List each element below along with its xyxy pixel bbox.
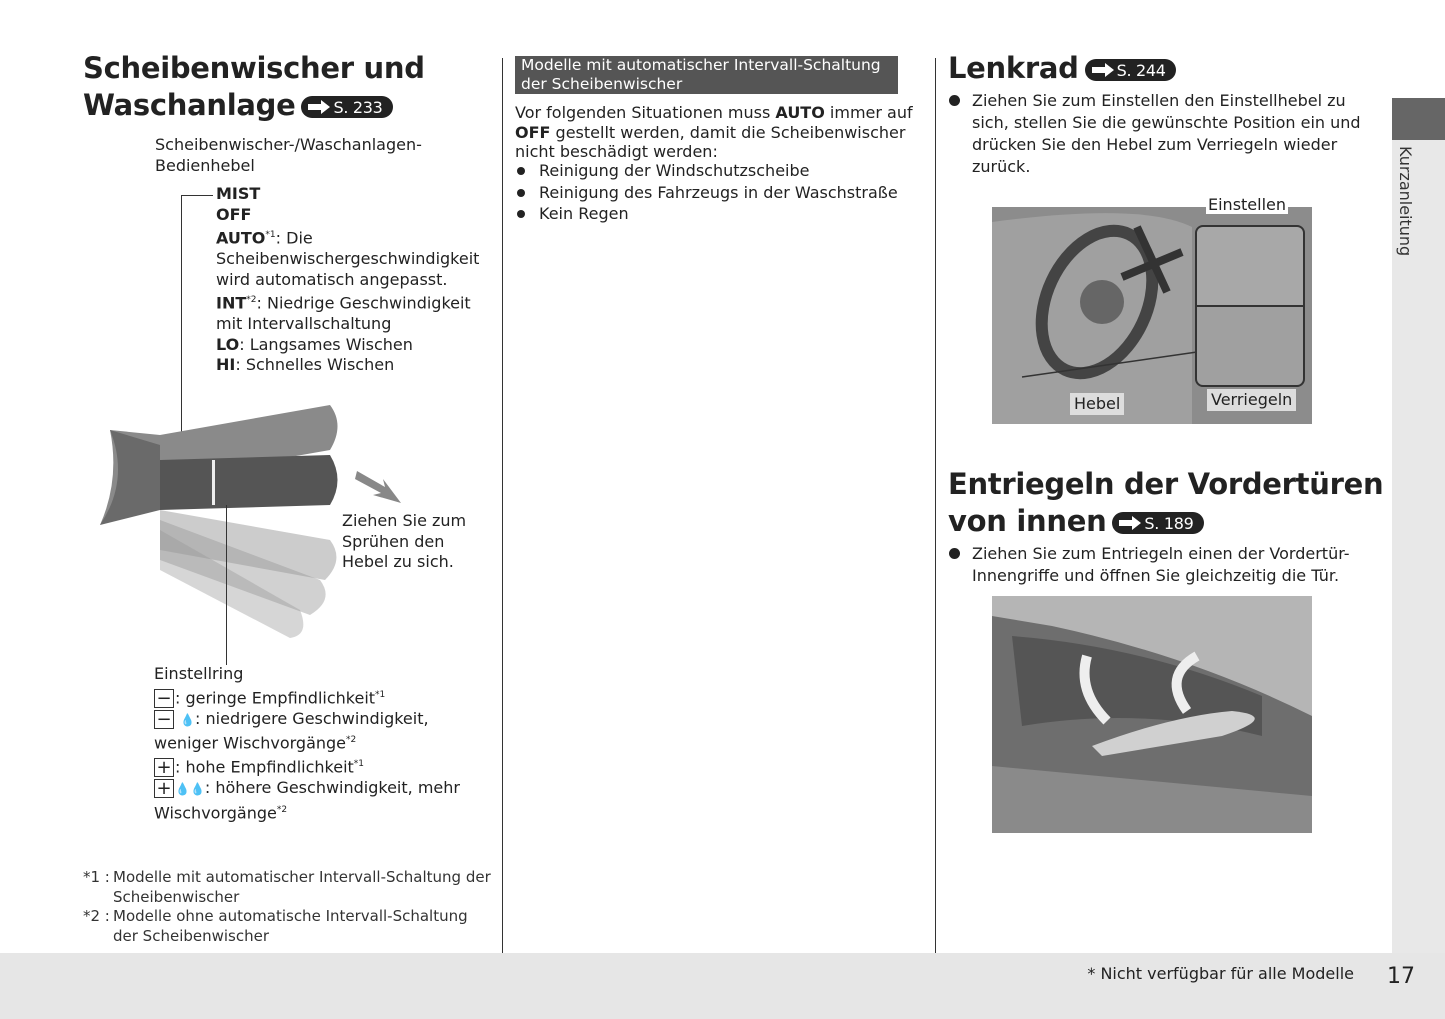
side-tab-label[interactable]: Kurzanleitung [1396,146,1415,257]
page-ref-link[interactable]: S. 233 [301,96,392,118]
situation-list [515,160,915,225]
list-item: Reinigung des Fahrzeugs in der Waschstraße [515,182,915,204]
inset-lock [1195,305,1305,387]
adjust-ring-legend: Einstellring − : geringe Empfindlichkeit$^{*1}$ − 💧: niedrigere Geschwindigkeit, weniger Wischvorgänge$^{*2}$ + : hohe Empfindlichkeit$^{*1}$ + 💧💧: höhere Geschwindigkeit, mehr Wischvorgänge$^{*2}$ [154,664,460,822]
double-drop-icon: 💧💧 [175,781,205,796]
arrow-right-icon [1118,516,1142,530]
page-ref-link[interactable]: S. 244 [1085,59,1176,81]
door-instructions [948,543,1368,587]
section-title-wipers: Scheibenwischer und Waschanlage S. 233 [83,51,425,122]
intro-text: Vor folgenden Situationen muss AUTO immer auf OFF gestellt werden, damit die Scheibenwischer nicht beschädigt werden: [515,103,913,161]
list-item: Reinigung der Windschutzscheibe [515,160,915,182]
list-item: Ziehen Sie zum Entriegeln einen der Vordertür-Innengriffe und öffnen Sie gleichzeitig die Tür. [948,543,1368,587]
pull-arrow-icon [355,465,403,505]
list-item: Kein Regen [515,203,915,225]
lever-caption: Scheibenwischer-/Waschanlagen- Bedienhebel [155,135,422,175]
arrow-right-icon [1091,63,1115,77]
label-verriegeln: Verriegeln [1207,389,1296,411]
footnotes: *1 : Modelle mit automatischer Intervall-Schaltung der Scheibenwischer *2 : Modelle ohne automatische Intervall-Schaltung der Scheibenwischer [83,868,491,945]
spray-note: Ziehen Sie zum Sprühen den Hebel zu sich. [342,511,467,572]
column-divider [502,58,503,953]
section-title-door: Entriegeln der Vordertüren von innen S. 189 [948,467,1384,538]
list-item: Ziehen Sie zum Einstellen den Einstellhebel zu sich, stellen Sie die gewünschte Position ein und drücken Sie den Hebel zum Verriegeln wieder zurück. [948,90,1368,178]
wiper-modes: MIST OFF AUTO$^{*1}$: Die Scheibenwischergeschwindigkeit wird automatisch angepasst. INT$^{*2}$: Niedrige Geschwindigkeit mit Intervallschaltung LO: Langsames Wischen HI: Schnelles Wischen [216,184,480,375]
label-einstellen: Einstellen [1208,195,1287,214]
inset-adjust [1195,225,1305,307]
page-ref-link[interactable]: S. 189 [1112,512,1203,534]
arrow-right-icon [307,100,331,114]
label-hebel: Hebel [1070,393,1124,415]
door-handle-image [992,596,1312,833]
side-tab-marker [1392,98,1445,140]
column-divider [935,58,936,953]
page-number: 17 [1387,964,1415,989]
single-drop-icon: 💧 [180,712,196,727]
steering-instructions [948,90,1368,178]
leader-line [181,195,213,196]
footer-note: * Nicht verfügbar für alle Modelle [1087,964,1354,983]
section-title-steering: Lenkrad S. 244 [948,50,1176,87]
footer-band [0,953,1445,1019]
model-heading: Modelle mit automatischer Intervall-Schaltung der Scheibenwischer [515,56,898,94]
leader-line [226,505,227,665]
